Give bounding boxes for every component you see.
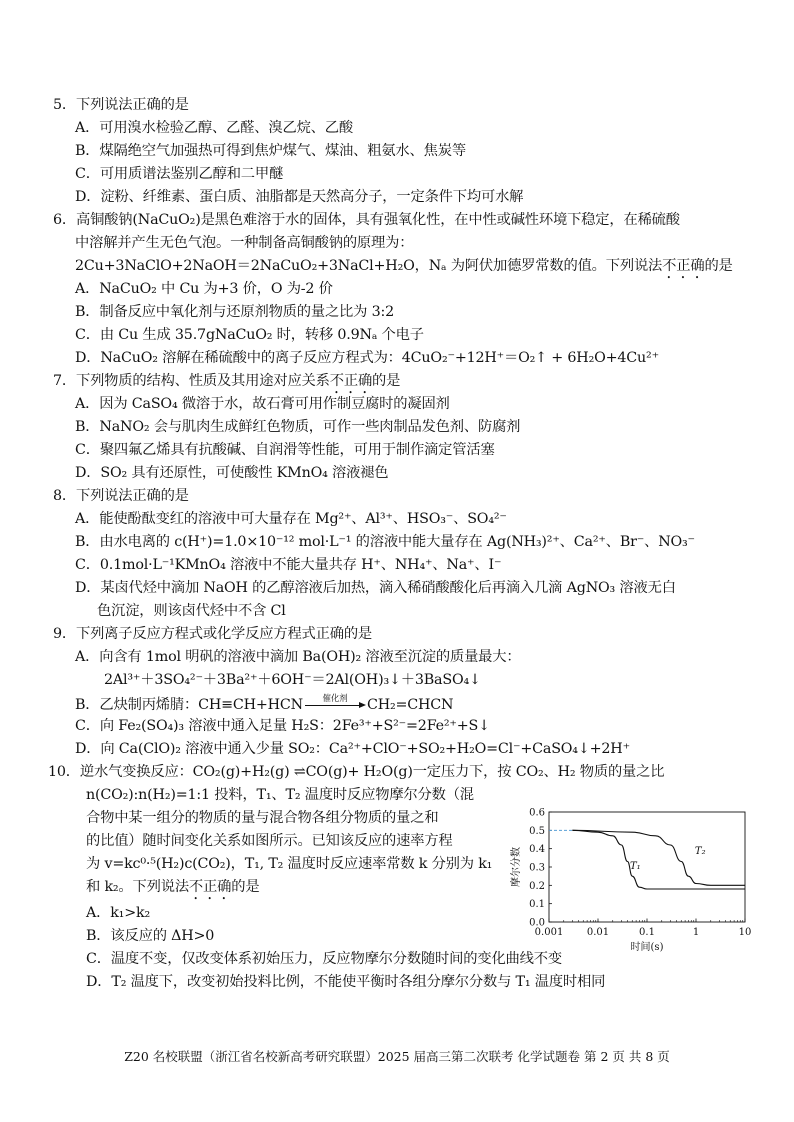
q5-stem: 5．下列说法正确的是 bbox=[53, 97, 189, 113]
q9-option-a-line1: A．向含有 1mol 明矾的溶液中滴加 Ba(OH)₂ 溶液至沉淀的质量最大： bbox=[75, 649, 521, 665]
x-tick-label: 10 bbox=[738, 927, 752, 938]
q9-stem: 9．下列离子反应方程式或化学反应方程式正确的是 bbox=[53, 626, 373, 642]
q9-option-d: D．向 Ca(ClO)₂ 溶液中通入少量 SO₂：Ca²⁺+ClO⁻+SO₂+H₂O=Cl⁻+CaSO₄↓+2H⁺ bbox=[75, 741, 630, 757]
q5-option-b: B．煤隔绝空气加强热可得到焦炉煤气、煤油、粗氨水、焦炭等 bbox=[75, 143, 466, 159]
q10-stem-line4: 的比值）随时间变化关系如图所示。已知该反应的速率方程 bbox=[86, 833, 453, 849]
series-label-2: T₂ bbox=[694, 846, 706, 858]
q6-stem-line1: 6．高铜酸钠(NaCuO₂)是黑色难溶于水的固体，具有强氧化性，在中性或碱性环境下稳定，在稀硫酸 bbox=[53, 212, 680, 228]
q10-option-c: C．温度不变，仅改变体系初始压力，反应物摩尔分数随时间的变化曲线不变 bbox=[86, 951, 562, 967]
q7-option-b: B．NaNO₂ 会与肌肉生成鲜红色物质，可作一些肉制品发色剂、防腐剂 bbox=[75, 419, 521, 435]
q8-stem: 8．下列说法正确的是 bbox=[53, 488, 189, 504]
series-line-1 bbox=[572, 830, 745, 889]
q10-option-a: A．k₁>k₂ bbox=[86, 905, 150, 921]
y-tick-label: 0.0 bbox=[529, 917, 545, 929]
q9-option-b: B．乙炔制丙烯腈：CH≡CH+HCN 催化剂 CH₂=CHCN bbox=[75, 694, 454, 713]
series-line-2 bbox=[572, 830, 745, 885]
q7-option-d: D．SO₂ 具有还原性，可使酸性 KMnO₄ 溶液褪色 bbox=[75, 465, 389, 481]
emphasis-not-correct: 不正确 bbox=[188, 879, 232, 895]
plot-frame bbox=[549, 812, 745, 922]
y-tick-label: 0.2 bbox=[529, 880, 545, 892]
emphasis-not-correct: 不正确 bbox=[329, 373, 373, 389]
y-tick-label: 0.3 bbox=[529, 862, 545, 874]
x-tick-label: 0.01 bbox=[586, 927, 610, 938]
q10-stem-line6: 和 k₂。下列说法不正确的是 bbox=[86, 879, 260, 895]
catalyst-arrow: 催化剂 bbox=[303, 693, 367, 711]
q6-option-d: D．NaCuO₂ 溶解在稀硫酸中的离子反应方程式为：4CuO₂⁻+12H⁺＝O₂↑ + 6H₂O+4Cu²⁺ bbox=[75, 350, 659, 366]
q6-stem-line3: 2Cu+3NaClO+2NaOH＝2NaCuO₂+3NaCl+H₂O，Nₐ 为阿伏加德罗常数的值。下列说法不正确的是 bbox=[75, 258, 733, 274]
x-tick-label: 0.001 bbox=[534, 927, 564, 938]
y-tick-label: 0.4 bbox=[529, 844, 545, 856]
mole-fraction-chart bbox=[505, 798, 755, 960]
q10-stem-line3: 合物中某一组分的物质的量与混合物各组分物质的量之和 bbox=[86, 810, 439, 826]
y-tick-label: 0.5 bbox=[529, 825, 545, 837]
x-tick-label: 0.1 bbox=[639, 927, 655, 938]
q10-stem-line5: 为 v=kc⁰·⁵(H₂)c(CO₂)，T₁, T₂ 温度时反应速率常数 k 分别为 k₁ bbox=[86, 856, 493, 872]
q5-option-d: D．淀粉、纤维素、蛋白质、油脂都是天然高分子，一定条件下均可水解 bbox=[75, 189, 524, 205]
q10-stem-line1: 10．逆水气变换反应：CO₂(g)+H₂(g) ⇌CO(g)+ H₂O(g)一定压力下，按 CO₂、H₂ 物质的量之比 bbox=[48, 764, 665, 780]
page-footer: Z20 名校联盟（浙江省名校新高考研究联盟）2025 届高三第二次联考 化学试题卷 第 2 页 共 8 页 bbox=[124, 1049, 670, 1064]
x-tick-label: 1 bbox=[692, 927, 700, 938]
series-label-1: T₁ bbox=[630, 860, 641, 872]
q8-option-a: A．能使酚酞变红的溶液中可大量存在 Mg²⁺、Al³⁺、HSO₃⁻、SO₄²⁻ bbox=[75, 511, 507, 527]
q7-option-a: A．因为 CaSO₄ 微溶于水，故石膏可用作制豆腐时的凝固剂 bbox=[75, 396, 450, 412]
q8-option-d-line2: 色沉淀，则该卤代烃中不含 Cl bbox=[97, 603, 286, 619]
q10-option-b: B．该反应的 ΔH>0 bbox=[86, 928, 215, 944]
q7-option-c: C．聚四氟乙烯具有抗酸碱、自润滑等性能，可用于制作滴定管活塞 bbox=[75, 442, 495, 458]
q6-option-a: A．NaCuO₂ 中 Cu 为+3 价，O 为-2 价 bbox=[75, 281, 333, 297]
q6-stem-line2: 中溶解并产生无色气泡。一种制备高铜酸钠的原理为： bbox=[75, 235, 414, 251]
x-axis-label: 时间(s) bbox=[630, 942, 664, 953]
q6-option-b: B．制备反应中氧化剂与还原剂物质的量之比为 3:2 bbox=[75, 304, 394, 320]
q8-option-b: B．由水电离的 c(H⁺)=1.0×10⁻¹² mol·L⁻¹ 的溶液中能大量存在 Ag(NH₃)²⁺、Ca²⁺、Br⁻、NO₃⁻ bbox=[75, 534, 695, 550]
y-tick-label: 0.6 bbox=[529, 807, 545, 819]
q6-option-c: C．由 Cu 生成 35.7gNaCuO₂ 时，转移 0.9Nₐ 个电子 bbox=[75, 327, 424, 343]
emphasis-not-correct: 不正确 bbox=[662, 258, 705, 274]
y-tick-label: 0.1 bbox=[529, 899, 545, 911]
q9-option-a-line2: 2Al³⁺＋3SO₄²⁻＋3Ba²⁺＋6OH⁻＝2Al(OH)₃↓＋3BaSO₄↓ bbox=[104, 672, 481, 688]
q10-option-d: D．T₂ 温度下，改变初始投料比例，不能使平衡时各组分摩尔分数与 T₁ 温度时相同 bbox=[86, 974, 606, 990]
q7-stem: 7．下列物质的结构、性质及其用途对应关系不正确的是 bbox=[53, 373, 401, 389]
y-axis-label: 摩尔分数 bbox=[511, 847, 522, 887]
q10-stem-line2: n(CO₂):n(H₂)=1:1 投料，T₁、T₂ 温度时反应物摩尔分数（混 bbox=[86, 787, 474, 803]
q5-option-c: C．可用质谱法鉴别乙醇和二甲醚 bbox=[75, 166, 284, 182]
q8-option-c: C．0.1mol·L⁻¹KMnO₄ 溶液中不能大量共存 H⁺、NH₄⁺、Na⁺、I⁻ bbox=[75, 557, 502, 573]
q9-option-c: C．向 Fe₂(SO₄)₃ 溶液中通入足量 H₂S：2Fe³⁺+S²⁻=2Fe²⁺+S↓ bbox=[75, 718, 490, 734]
q8-option-d-line1: D．某卤代烃中滴加 NaOH 的乙醇溶液后加热，滴入稀硝酸酸化后再滴入几滴 AgNO₃ 溶液无白 bbox=[75, 580, 676, 596]
q5-option-a: A．可用溴水检验乙醇、乙醛、溴乙烷、乙酸 bbox=[75, 120, 353, 136]
